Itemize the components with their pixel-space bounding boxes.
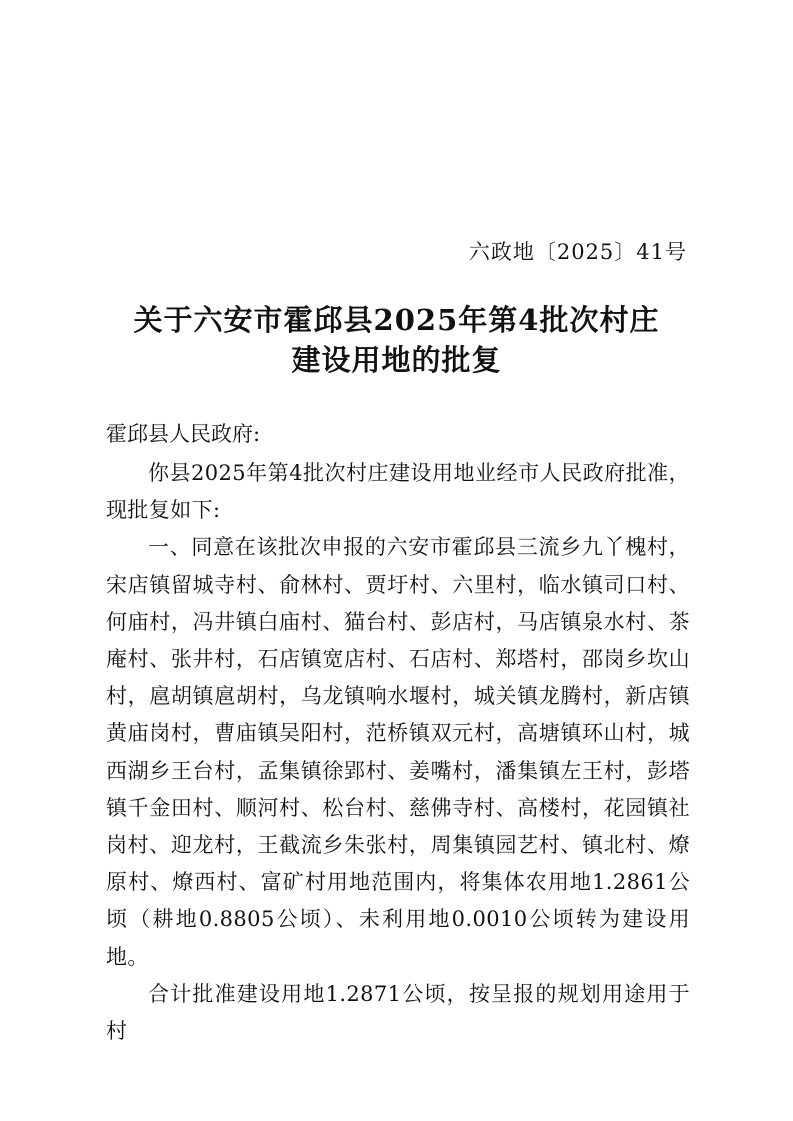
document-number: 六政地〔2025〕41号 xyxy=(468,240,687,264)
title-line-2: 建设用地的批复 xyxy=(291,343,502,377)
paragraph-item-1: 一、同意在该批次申报的六安市霍邱县三流乡九丫槐村，宋店镇留城寺村、俞林村、贾圩村、六里村，临水镇司口村、何庙村，冯井镇白庙村、猫台村、彭店村，马店镇泉水村、茶庵村、张井村，石店镇宽店村、石店村、郑塔村，邵岗乡坎山村，扈胡镇扈胡村，乌龙镇响水堰村，城关镇龙腾村，新店镇黄庙岗村，曹庙镇吴阳村，范桥镇双元村，高塘镇环山村，城西湖乡王台村，孟集镇徐郢村、姜嘴村，潘集镇左王村，彭塔镇千金田村、顺河村、松台村、慈佛寺村、高楼村，花园镇社岗村、迎龙村，王截流乡朱张村，周集镇园艺村、镇北村、燎原村、燎西村、富矿村用地范围内，将集体农用地1.2861公顷（耕地0.8805公顷）、未利用地0.0010公顷转为建设用地。 xyxy=(106,535,690,969)
body-text xyxy=(106,455,690,1050)
paragraph-intro: 你县2025年第4批次村庄建设用地业经市人民政府批准，现批复如下: xyxy=(106,461,690,523)
title-line-1: 关于六安市霍邱县2025年第4批次村庄 xyxy=(133,303,660,337)
addressee: 霍邱县人民政府: xyxy=(106,422,261,446)
paragraph-total: 合计批准建设用地1.2871公顷，按呈报的规划用途用于村 xyxy=(106,981,690,1044)
document-title xyxy=(0,300,793,380)
